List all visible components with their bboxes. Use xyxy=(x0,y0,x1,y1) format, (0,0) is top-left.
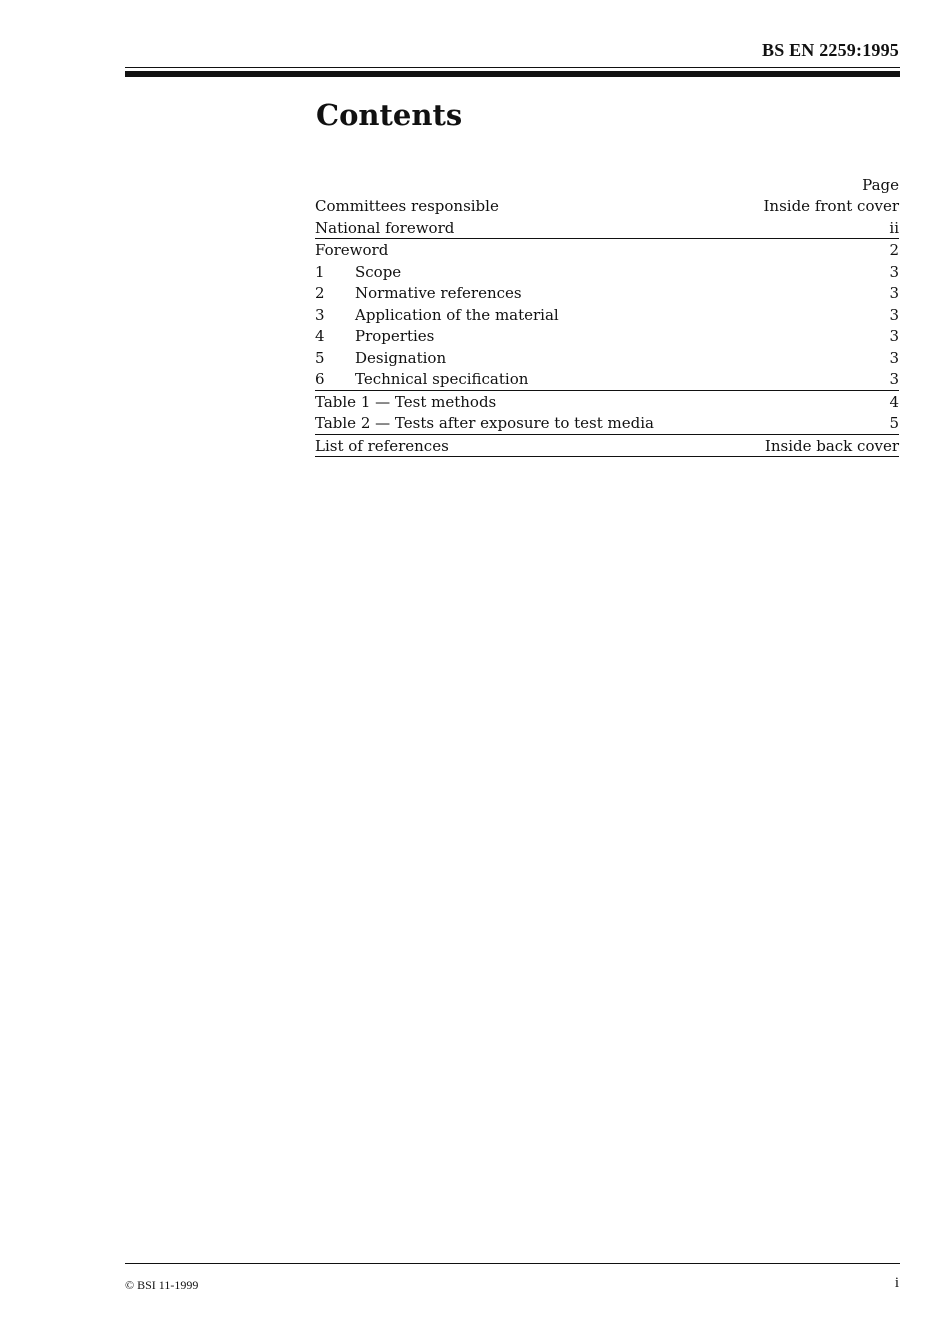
toc-page-heading: Page xyxy=(862,176,899,194)
toc-entry-table-2[interactable] xyxy=(315,413,899,435)
toc-entry-page: 3 xyxy=(889,284,899,302)
toc-entry-page: Inside front cover xyxy=(763,197,899,215)
toc-entry-clause-2[interactable] xyxy=(315,283,899,305)
clause-number: 5 xyxy=(315,348,325,367)
footer-rule xyxy=(125,1263,900,1264)
toc-entry-clause-1[interactable] xyxy=(315,262,899,284)
toc-entry-clause-3[interactable] xyxy=(315,305,899,327)
toc-entry-foreword[interactable] xyxy=(315,240,899,262)
table-of-contents xyxy=(315,175,899,457)
toc-entry-page: ii xyxy=(889,218,899,237)
toc-entry-list-of-references[interactable] xyxy=(315,436,899,458)
footer-page-number: i xyxy=(894,1275,899,1291)
toc-entry-committees[interactable] xyxy=(315,196,899,218)
toc-entry-clause-4[interactable] xyxy=(315,326,899,348)
toc-entry-national-foreword[interactable] xyxy=(315,218,899,240)
toc-entry-clause-6[interactable] xyxy=(315,369,899,391)
page-title: Contents xyxy=(316,98,463,132)
footer-copyright: © BSI 11-1999 xyxy=(125,1278,199,1292)
toc-entry-label: Technical specification xyxy=(355,370,529,388)
toc-entry-clause-5[interactable] xyxy=(315,348,899,370)
toc-entry-page: 3 xyxy=(889,370,899,388)
toc-entry-table-1[interactable] xyxy=(315,392,899,414)
document-code: BS EN 2259:1995 xyxy=(761,40,899,60)
toc-entry-label: Properties xyxy=(355,327,435,345)
toc-entry-label: National foreword xyxy=(315,218,455,237)
clause-number: 6 xyxy=(315,370,325,388)
toc-entry-page: 5 xyxy=(889,414,899,432)
toc-entry-label: Normative references xyxy=(355,284,522,302)
toc-entry-label: Application of the material xyxy=(355,305,559,324)
toc-entry-label: Table 2 — Tests after exposure to test media xyxy=(315,414,654,432)
toc-entry-label: List of references xyxy=(315,436,449,455)
toc-entry-page: 4 xyxy=(889,392,899,411)
clause-number: 1 xyxy=(315,262,325,281)
toc-entry-page: 3 xyxy=(889,348,899,367)
toc-entry-page: 3 xyxy=(889,327,899,345)
toc-entry-label: Foreword xyxy=(315,241,389,259)
toc-entry-label: Committees responsible xyxy=(315,197,499,215)
clause-number: 4 xyxy=(315,327,325,345)
clause-number: 3 xyxy=(315,305,325,324)
toc-entry-page: 3 xyxy=(889,262,899,281)
toc-entry-label: Designation xyxy=(355,348,447,367)
toc-entry-page: Inside back cover xyxy=(764,436,899,455)
clause-number: 2 xyxy=(315,284,325,302)
toc-entry-label: Scope xyxy=(355,262,402,281)
toc-entry-page: 3 xyxy=(889,305,899,324)
header-rule-thin xyxy=(125,67,900,68)
toc-entry-page: 2 xyxy=(889,241,899,259)
header-rule-thick xyxy=(125,71,900,77)
toc-entry-label: Table 1 — Test methods xyxy=(315,392,497,411)
